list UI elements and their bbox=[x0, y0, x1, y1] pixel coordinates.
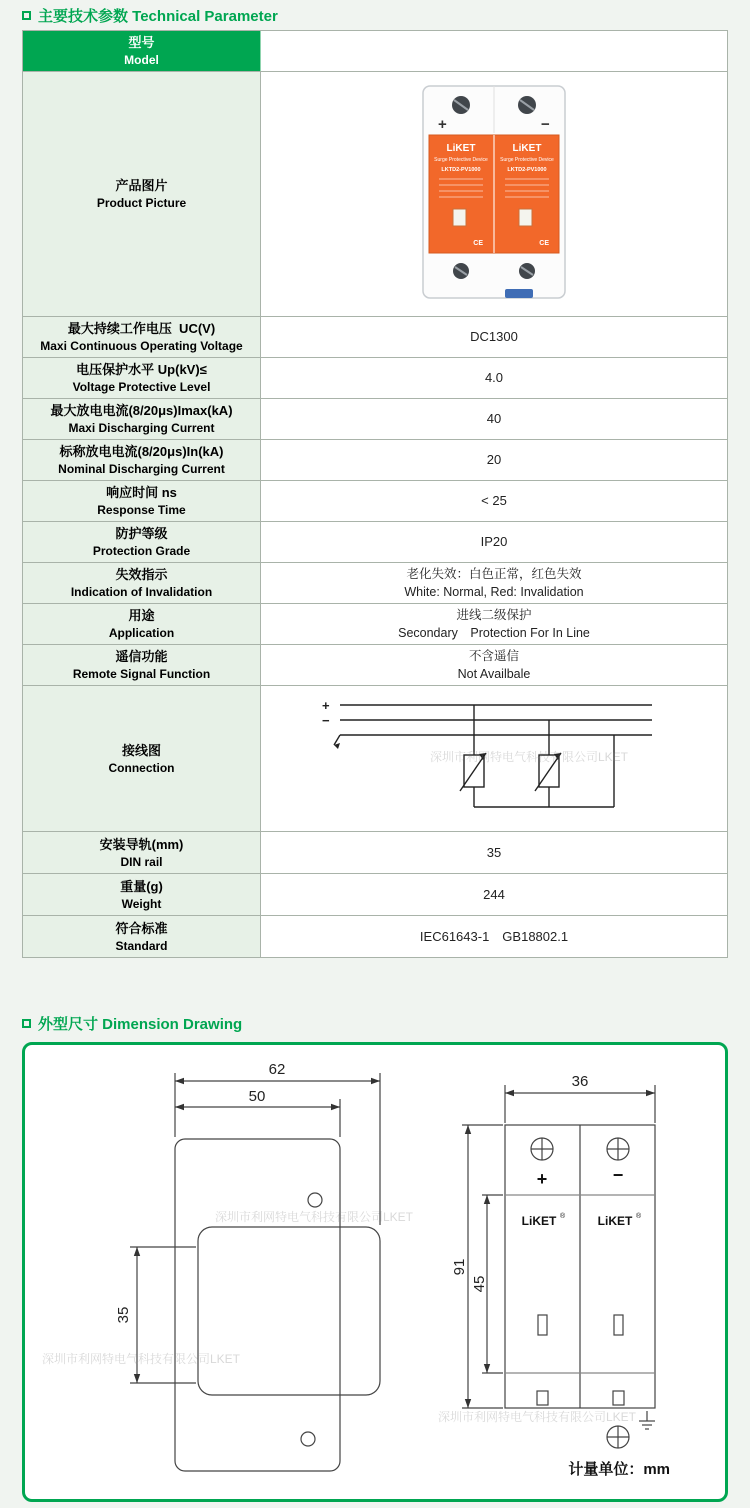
plus-mark: + bbox=[536, 1169, 548, 1189]
label-en: Response Time bbox=[97, 503, 186, 517]
label-en: Indication of Invalidation bbox=[70, 585, 213, 599]
label-cn: 电压保护水平 Up(kV)≤ bbox=[76, 362, 207, 377]
section-title-text: 主要技术参数 Technical Parameter bbox=[38, 7, 278, 25]
label-cn: 失效指示 bbox=[115, 567, 168, 582]
din-clip bbox=[505, 289, 533, 298]
table-row bbox=[23, 874, 727, 916]
label-en: Connection bbox=[108, 760, 175, 775]
label-en: Protection Grade bbox=[92, 544, 191, 558]
label-cn: 标称放电电流(8/20μs)In(kA) bbox=[59, 444, 224, 459]
value-en: White: Normal, Red: Invalidation bbox=[404, 585, 584, 599]
dimension-side-view bbox=[80, 1057, 410, 1492]
label-en: Maxi Continuous Operating Voltage bbox=[40, 339, 243, 353]
watermark: 深圳市利网特电气科技有限公司LKET bbox=[42, 1352, 241, 1366]
dimension-drawing-box bbox=[22, 1042, 728, 1502]
value: 35 bbox=[486, 844, 502, 860]
section-title-text: 外型尺寸 Dimension Drawing bbox=[38, 1015, 243, 1033]
label-en: Product Picture bbox=[96, 196, 187, 210]
label-en: Standard bbox=[115, 938, 168, 953]
model-value-cell bbox=[261, 31, 727, 71]
watermark: 深圳市利网特电气科技有限公司LKET bbox=[215, 1210, 414, 1224]
registered-mark: ® bbox=[636, 1213, 642, 1220]
product-image bbox=[409, 83, 579, 305]
section-bullet-icon bbox=[22, 11, 31, 20]
value: 进线二级保护 bbox=[456, 608, 532, 622]
table-row bbox=[23, 399, 727, 440]
value: 244 bbox=[483, 886, 505, 902]
label-cn: 最大放电电流(8/20μs)Imax(kA) bbox=[50, 403, 233, 418]
brand-text: LiKET bbox=[446, 143, 476, 154]
label-cn: 遥信功能 bbox=[115, 649, 168, 664]
label-cn: 接线图 bbox=[121, 742, 161, 758]
watermark: 深圳市利网特电气科技有限公司LKET bbox=[430, 750, 629, 764]
label-cn: 重量(g) bbox=[120, 878, 163, 894]
label-en: Remote Signal Function bbox=[72, 667, 211, 681]
plus-mark: + bbox=[438, 116, 447, 133]
product-model-text: LKTD2-PV1000 bbox=[441, 167, 481, 173]
model-label-cn: 型号 bbox=[128, 35, 155, 50]
label-cn: 产品图片 bbox=[115, 178, 168, 193]
table-row bbox=[23, 604, 727, 645]
product-model-text: LKTD2-PV1000 bbox=[507, 167, 547, 173]
label-en: Weight bbox=[121, 896, 162, 911]
model-value: LKTD2-PV1000 bbox=[438, 42, 550, 60]
model-label-en: Model bbox=[124, 53, 159, 67]
table-row bbox=[23, 522, 727, 563]
dim-62-label: 62 bbox=[268, 1061, 286, 1078]
label-en: DIN rail bbox=[120, 854, 163, 869]
minus-mark: − bbox=[541, 116, 550, 133]
label-cn: 安装导轨(mm) bbox=[99, 836, 184, 852]
label-en: Voltage Protective Level bbox=[72, 380, 211, 394]
ground-icon bbox=[639, 1411, 655, 1429]
section-title-dimension-drawing bbox=[22, 1012, 750, 1034]
product-sub-text: Surge Protective Device bbox=[500, 157, 554, 163]
dim-36-label: 36 bbox=[571, 1073, 589, 1090]
connection-diagram bbox=[314, 693, 674, 825]
dim-45-label: 45 bbox=[471, 1275, 488, 1293]
dim-91-label: 91 bbox=[451, 1258, 468, 1276]
label-cn: 符合标准 bbox=[115, 920, 168, 936]
value: 40 bbox=[486, 411, 502, 426]
label-cn: 用途 bbox=[128, 608, 155, 623]
value: 4.0 bbox=[484, 370, 504, 385]
dimension-front-view bbox=[440, 1073, 690, 1475]
registered-mark: ® bbox=[560, 1213, 566, 1220]
value-en: Not Availbale bbox=[457, 667, 531, 681]
label-cn: 最大持续工作电压 UC(V) bbox=[67, 321, 216, 336]
product-picture-cell bbox=[261, 72, 727, 316]
table-row-product-picture bbox=[23, 72, 727, 317]
minus-mark: − bbox=[612, 1165, 624, 1185]
brand-text: LiKET bbox=[521, 1214, 557, 1228]
dim-50-label: 50 bbox=[248, 1088, 266, 1105]
table-row bbox=[23, 645, 727, 686]
dimension-arrow bbox=[465, 1090, 655, 1408]
plus-label: + bbox=[322, 697, 330, 713]
brand-text: LiKET bbox=[512, 143, 542, 154]
value: IP20 bbox=[480, 534, 508, 549]
value: 老化失效：白色正常，红色失效 bbox=[406, 567, 582, 581]
dim-35-label: 35 bbox=[115, 1306, 132, 1324]
table-row bbox=[23, 481, 727, 522]
brand-text: LiKET bbox=[597, 1214, 633, 1228]
label-en: Nominal Discharging Current bbox=[58, 462, 225, 476]
table-row bbox=[23, 563, 727, 604]
label-en: Application bbox=[108, 626, 175, 640]
product-picture-label-cell bbox=[23, 72, 261, 316]
unit-note: 计量单位：mm bbox=[568, 1461, 670, 1478]
product-sub-text: Surge Protective Device bbox=[434, 157, 488, 163]
table-row-connection bbox=[23, 686, 727, 832]
minus-label: − bbox=[322, 712, 330, 728]
model-label-cell bbox=[23, 31, 261, 71]
technical-parameter-table bbox=[22, 30, 728, 958]
dimension-arrow bbox=[134, 1078, 380, 1383]
label-cn: 防护等级 bbox=[115, 526, 168, 541]
section-bullet-icon bbox=[22, 1019, 31, 1028]
table-row bbox=[23, 358, 727, 399]
section-title-technical-parameter bbox=[22, 4, 750, 26]
value: < 25 bbox=[481, 493, 507, 508]
value: DC1300 bbox=[470, 329, 518, 344]
value: IEC61643-1 GB18802.1 bbox=[419, 928, 569, 944]
indicator-window bbox=[519, 209, 532, 226]
table-row bbox=[23, 916, 727, 958]
table-row bbox=[23, 317, 727, 358]
label-cn: 响应时间 ns bbox=[106, 485, 177, 500]
ce-mark: CE bbox=[539, 240, 549, 247]
watermark: 深圳市利网特电气科技有限公司LKET bbox=[438, 1410, 637, 1424]
value: 不含遥信 bbox=[468, 649, 519, 663]
table-row bbox=[23, 440, 727, 481]
table-header-row bbox=[23, 31, 727, 72]
value: 20 bbox=[486, 452, 502, 467]
table-row bbox=[23, 832, 727, 874]
indicator-window bbox=[453, 209, 466, 226]
label-en: Maxi Discharging Current bbox=[68, 421, 215, 435]
value-en: Secondary Protection For In Line bbox=[398, 626, 590, 640]
ce-mark: CE bbox=[473, 240, 483, 247]
